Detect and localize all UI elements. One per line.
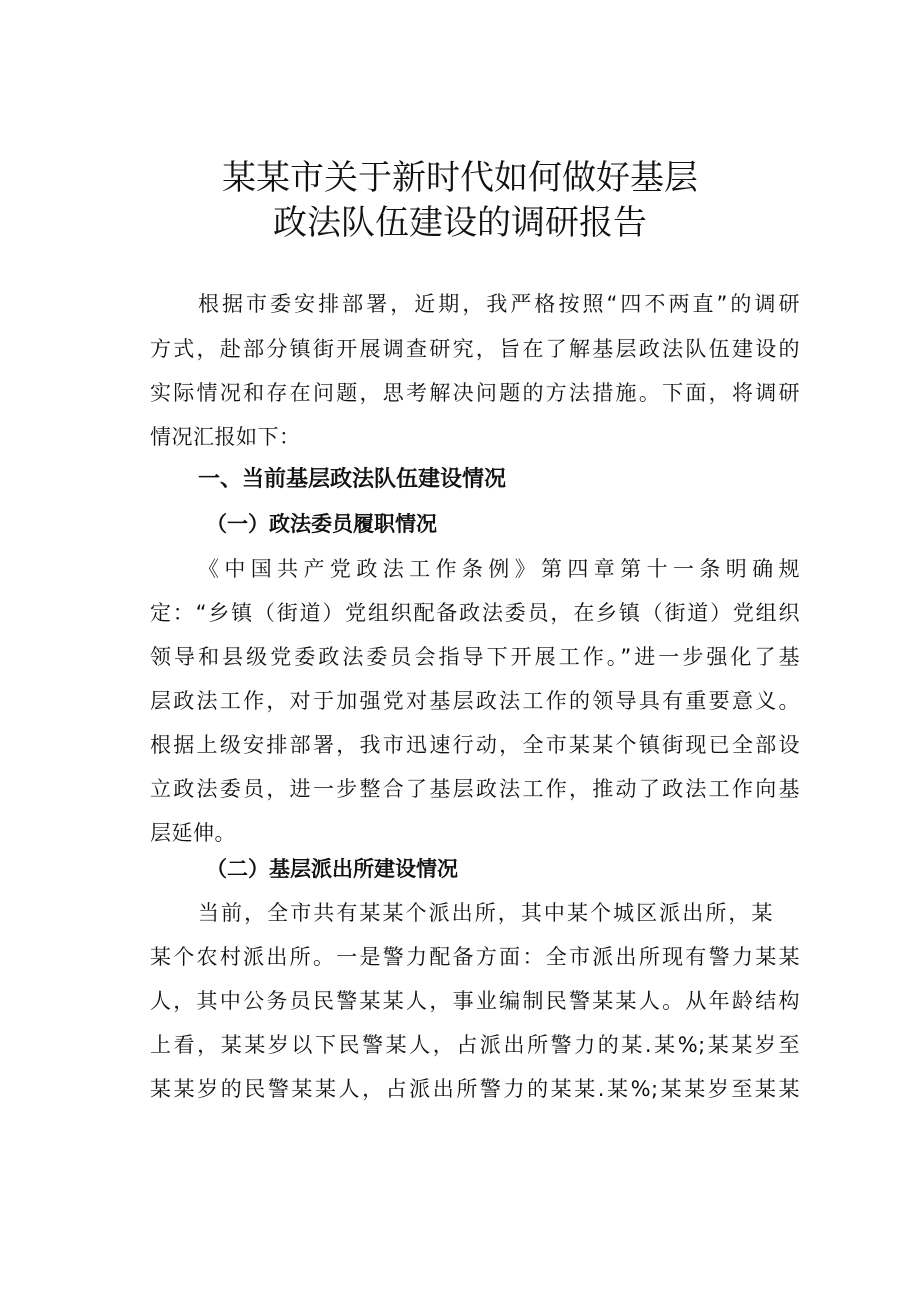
subsection-2-line: 人，其中公务员民警某某人，事业编制民警某某人。从年龄结构	[150, 989, 800, 1013]
subsection-1-line: 立政法委员，进一步整合了基层政法工作，推动了政法工作向基	[150, 777, 800, 801]
subsection-1-line: 《中国共产党政法工作条例》第四章第十一条明确规	[198, 557, 800, 581]
section-heading-1: 一、当前基层政法队伍建设情况	[198, 467, 507, 492]
subsection-heading-1: （一）政法委员履职情况	[206, 512, 437, 536]
intro-paragraph-line: 根据市委安排部署，近期，我严格按照“四不两直”的调研	[198, 292, 800, 316]
document-title-line-2: 政法队伍建设的调研报告	[273, 203, 647, 243]
subsection-2-line: 某某岁的民警某某人，占派出所警力的某某.某%;某某岁至某某	[150, 1077, 800, 1101]
subsection-2-line: 上看，某某岁以下民警某人，占派出所警力的某.某%;某某岁至	[150, 1033, 800, 1057]
intro-paragraph-line: 实际情况和存在问题，思考解决问题的方法措施。下面，将调研	[150, 381, 800, 405]
subsection-1-line: 定：“乡镇（街道）党组织配备政法委员，在乡镇（街道）党组织	[150, 601, 800, 625]
intro-paragraph-line: 情况汇报如下：	[150, 425, 301, 449]
subsection-1-line: 根据上级安排部署，我市迅速行动，全市某某个镇街现已全部设	[150, 733, 800, 757]
subsection-2-line: 当前，全市共有某某个派出所，其中某个城区派出所，某	[198, 901, 773, 925]
subsection-1-line: 领导和县级党委政法委员会指导下开展工作。”进一步强化了基	[150, 645, 800, 669]
subsection-1-line: 层政法工作，对于加强党对基层政法工作的领导具有重要意义。	[150, 689, 800, 713]
subsection-heading-2: （二）基层派出所建设情况	[206, 857, 458, 881]
intro-paragraph-line: 方式，赴部分镇街开展调查研究，旨在了解基层政法队伍建设的	[150, 337, 800, 361]
subsection-1-line: 层延伸。	[150, 821, 236, 845]
document-title-line-1: 某某市关于新时代如何做好基层	[222, 158, 698, 198]
subsection-2-line: 某个农村派出所。一是警力配备方面：全市派出所现有警力某某	[150, 945, 800, 969]
